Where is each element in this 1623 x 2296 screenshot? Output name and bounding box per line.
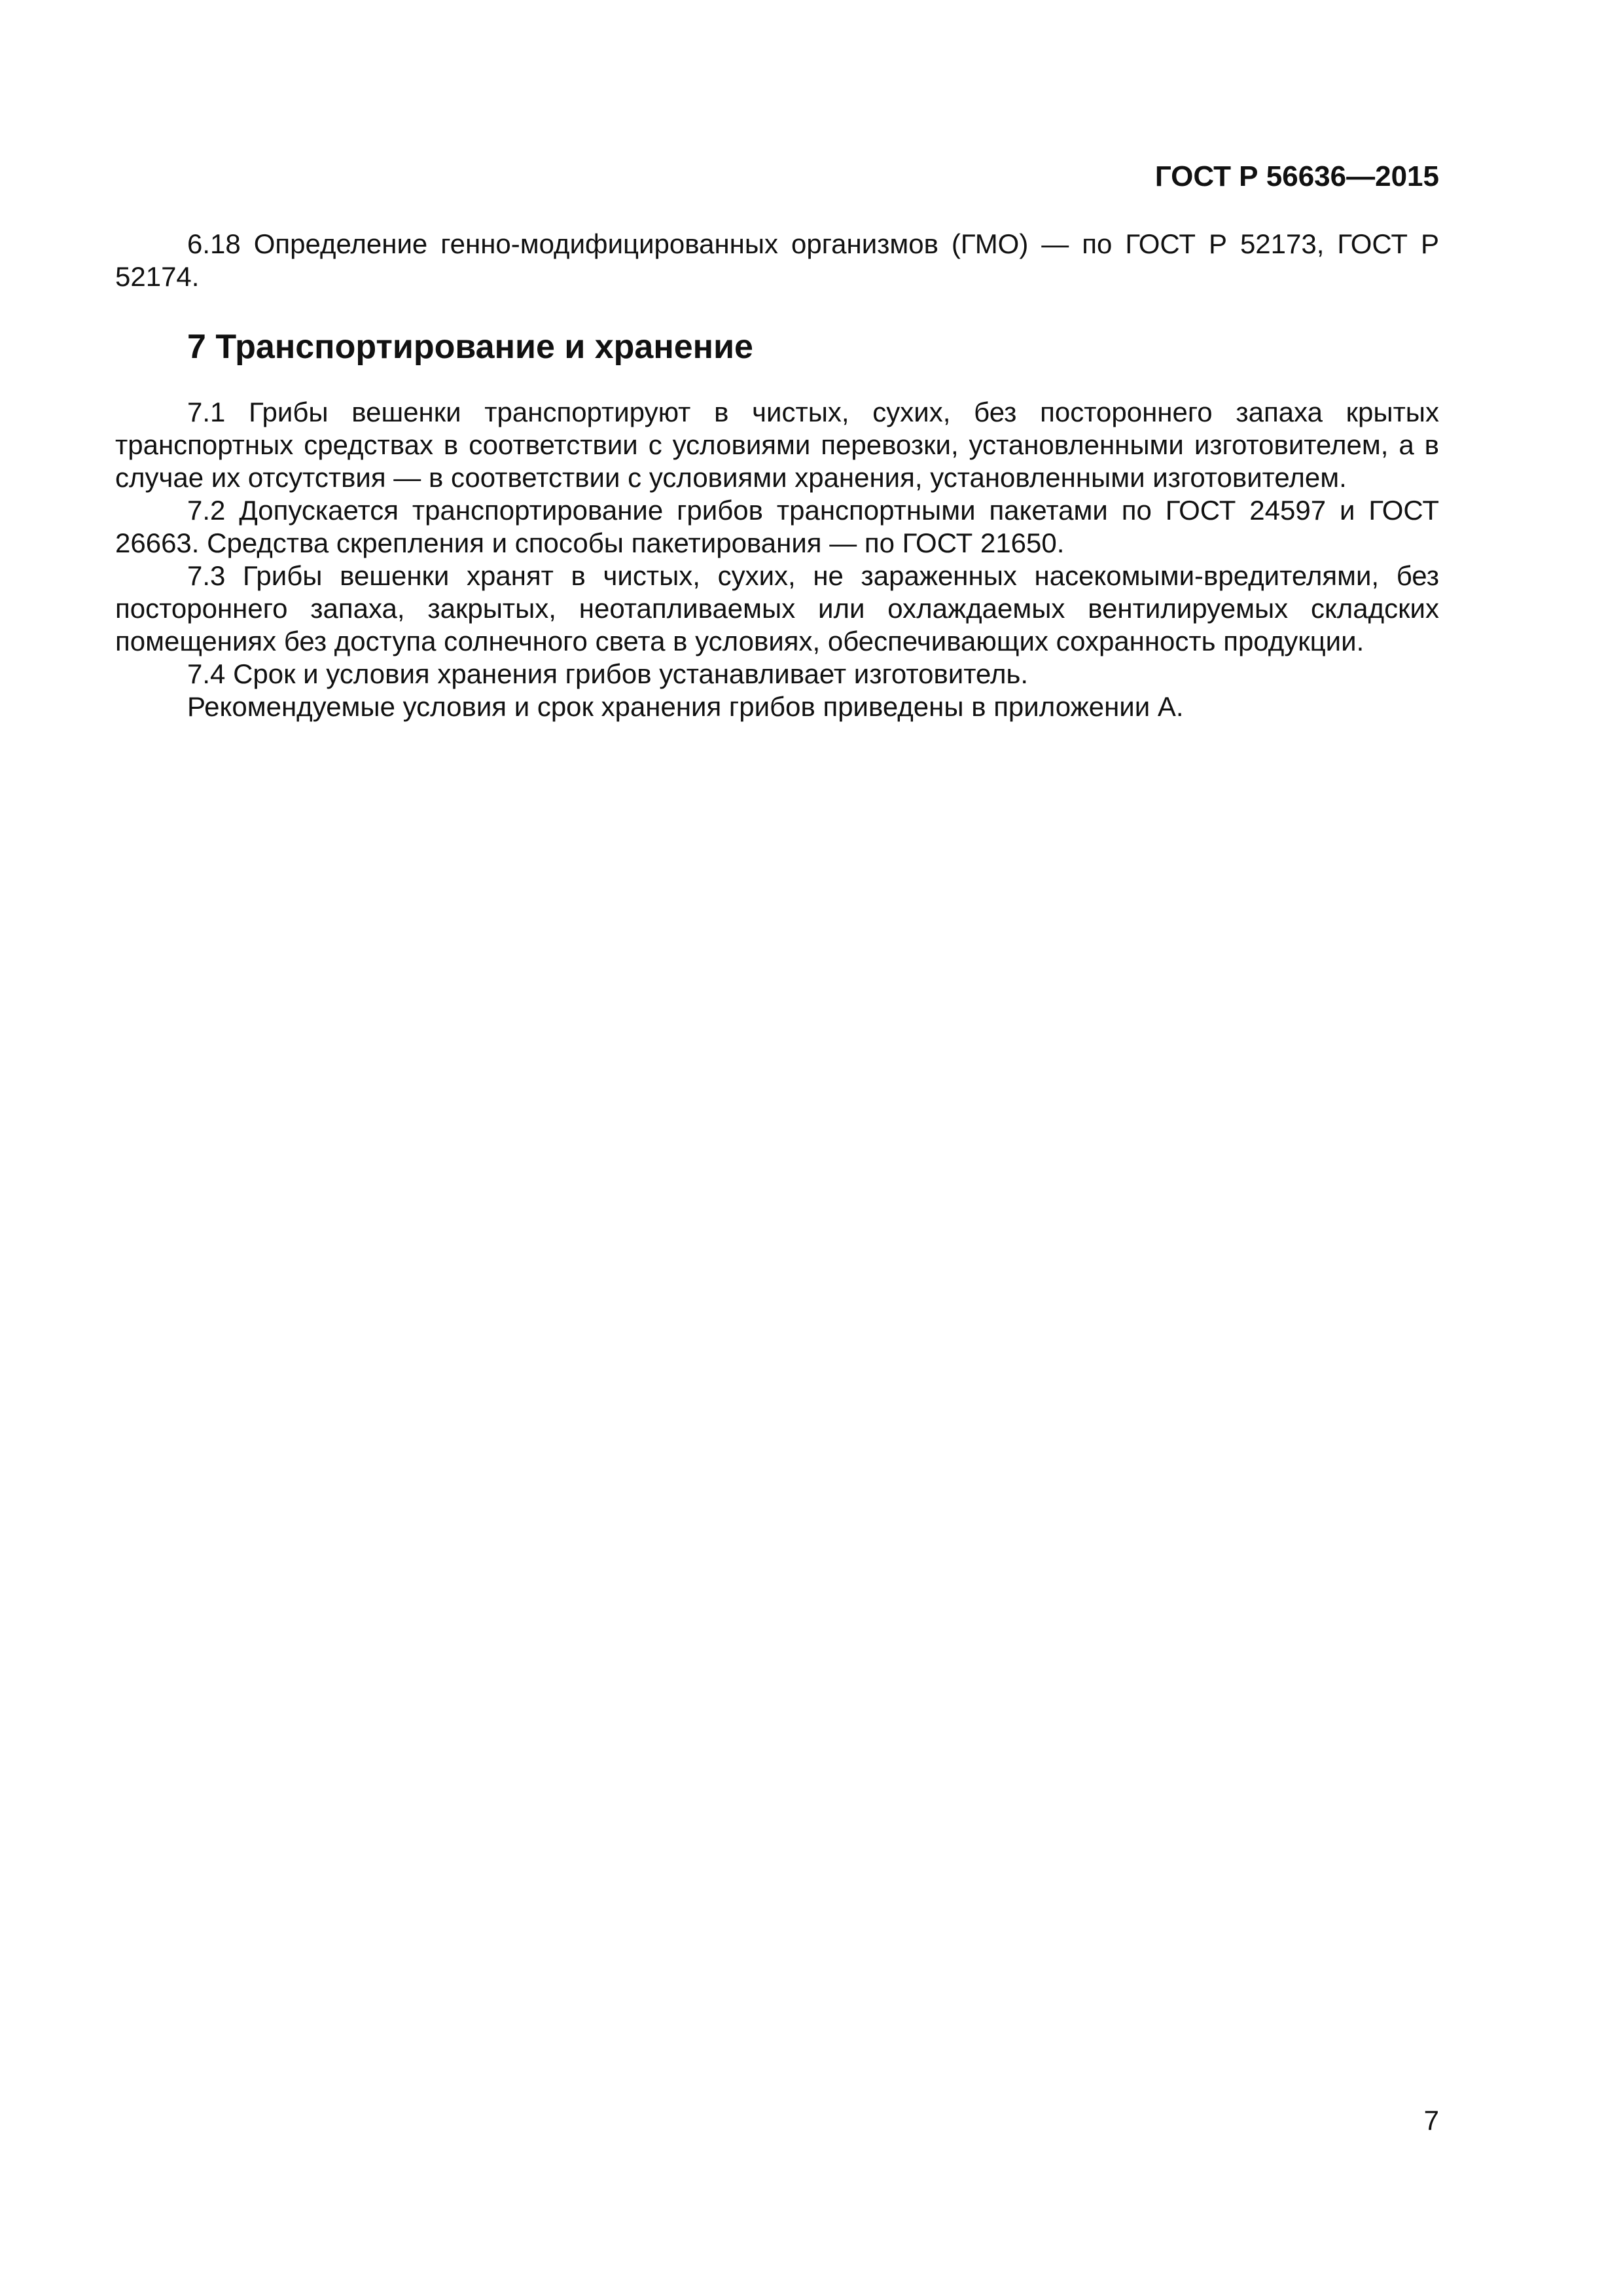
clause-6-18-block	[115, 228, 1439, 293]
clause-7-4	[115, 658, 1439, 691]
clause-6-18	[115, 228, 1439, 293]
clause-text: Допускается транспортирование грибов транспортными пакетами по ГОСТ 24597 и ГОСТ 26663. Средства скрепления и способы пакетирования — по ГОСТ 21650.	[115, 495, 1440, 558]
clause-number: 7.3	[187, 560, 226, 591]
clause-7-4-continuation	[115, 691, 1439, 723]
section-7-body	[115, 396, 1439, 723]
clause-7-3	[115, 560, 1439, 658]
clause-number: 7.2	[187, 495, 226, 526]
page-number: 7	[1423, 2105, 1439, 2136]
clause-7-1	[115, 396, 1439, 494]
clause-text: Грибы вешенки хранят в чистых, сухих, не зараженных насекомыми-вредителями, без постороннего запаха, закрытых, неотапливаемых или охлаждаемых вентилируемых складских помещениях без доступа солнечного света в условиях, обеспечивающих сохранность продукции.	[115, 560, 1439, 656]
clause-number: 7.4	[187, 658, 226, 689]
section-7-heading: 7 Транспортирование и хранение	[187, 328, 753, 366]
clause-text: Определение генно-модифицированных организмов (ГМО) — по ГОСТ Р 52173, ГОСТ Р 52174.	[115, 228, 1440, 292]
clause-text: Срок и условия хранения грибов устанавливает изготовитель.	[233, 658, 1029, 689]
clause-text: Рекомендуемые условия и срок хранения грибов приведены в приложении А.	[187, 691, 1184, 722]
clause-text: Грибы вешенки транспортируют в чистых, сухих, без постороннего запаха крытых транспортных средствах в соответствии с условиями перевозки, установленными изготовителем, а в случае их отсутствия — в соответствии с условиями хранения, установленными изготовителем.	[115, 397, 1439, 493]
clause-number: 6.18	[187, 228, 241, 259]
document-code-header: ГОСТ Р 56636—2015	[1154, 160, 1439, 192]
clause-7-2	[115, 494, 1439, 560]
clause-number: 7.1	[187, 397, 226, 427]
